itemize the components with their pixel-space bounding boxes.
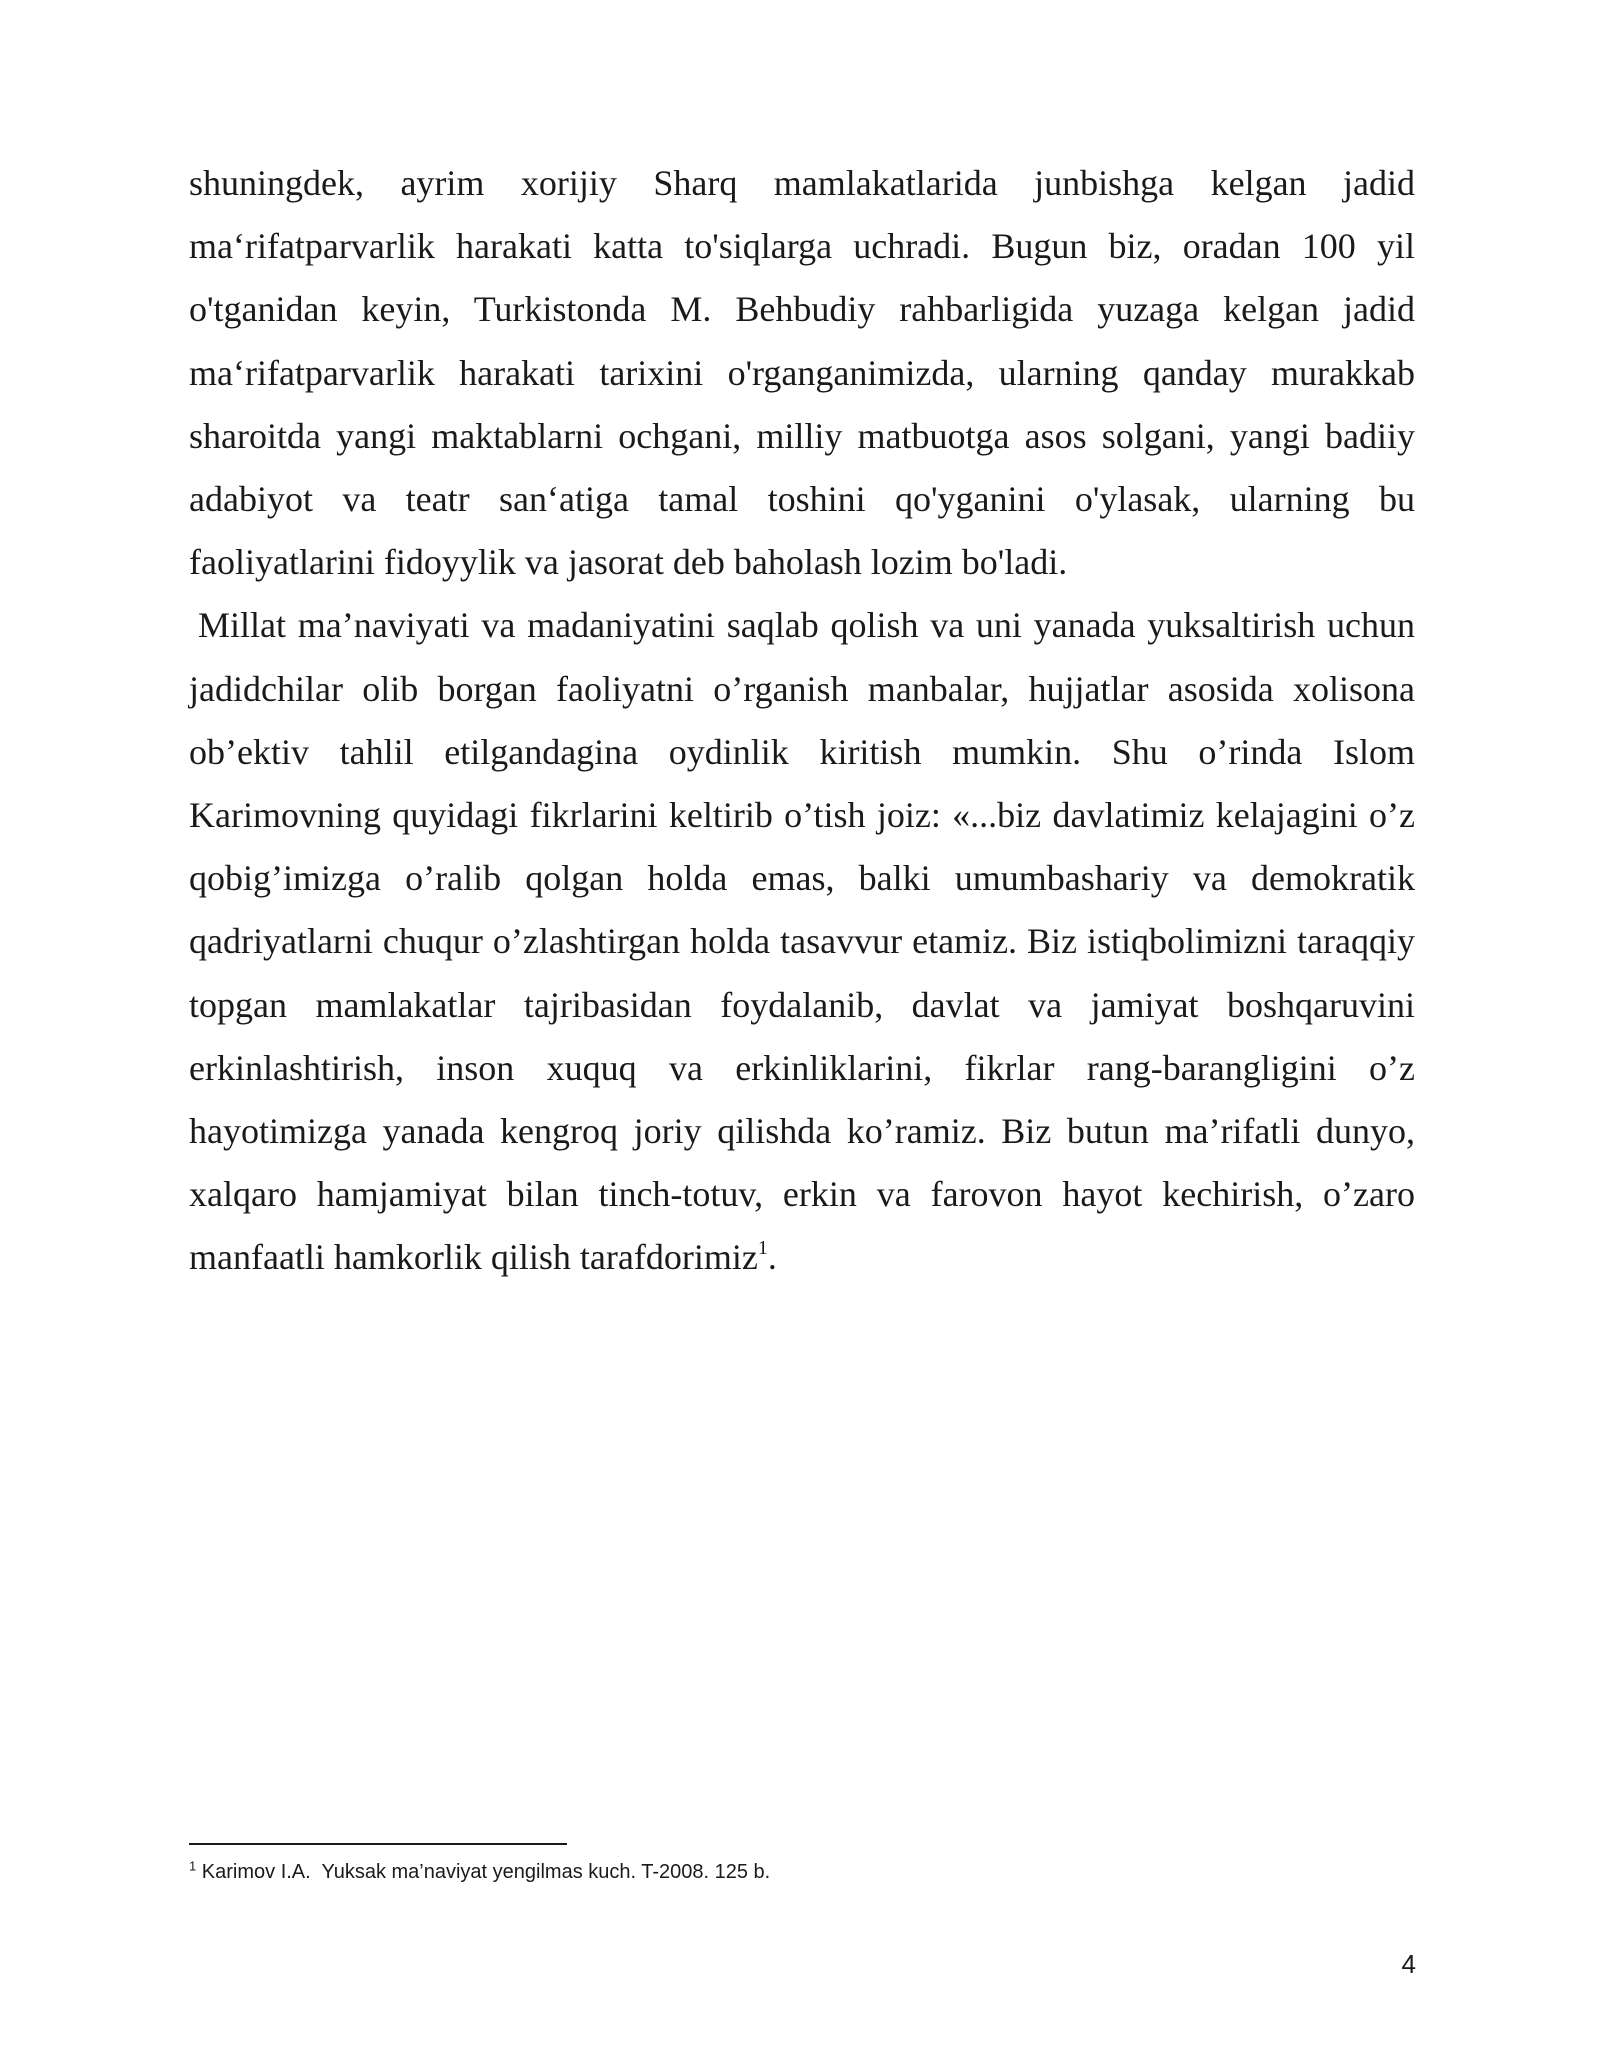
footnote-marker: 1: [189, 1858, 197, 1874]
paragraph-ending: .: [767, 1237, 777, 1278]
body-text: [189, 152, 1415, 1290]
footnote-reference[interactable]: 1: [757, 1237, 768, 1260]
paragraph: [189, 152, 1415, 594]
paragraph-text: shuningdek, ayrim xorijiy Sharq mamlakatlarida junbishga kelgan jadid maʻrifatparvarlik harakati katta to'siqlarga uchradi. Bugun biz, oradan 100 yil o'tganidan keyin, Turkistonda M. Behbudiy rahbarligida yuzaga kelgan jadid maʻrifatparvarlik harakati tarixini o'rganganimizda, ularning qanday murakkab sharoitda yangi maktablarni ochgani, milliy matbuotga asos solgani, yangi badiiy adabiyot va teatr sanʻatiga tamal toshini qo'yganini o'ylasak, ularning bu faoliyatlarini fidoyylik va jasorat deb baholash lozim bo'ladi.: [189, 163, 1415, 583]
paragraph-text: Millat ma’naviyati va madaniyatini saqlab qolish va uni yanada yuksaltirish uchun jadidchilar olib borgan faoliyatni o’rganish manbalar, hujjatlar asosida xolisona ob’ektiv tahlil etilgandagina oydinlik kiritish mumkin. Shu o’rinda Islom Karimovning quyidagi fikrlarini keltirib o’tish joiz: «...biz davlatimiz kelajagini o’z qobig’imizga o’ralib qolgan holda emas, balki umumbashariy va demokratik qadriyatlarni chuqur o’zlashtirgan holda tasavvur etamiz. Biz istiqbolimizni taraqqiy topgan mamlakatlar tajribasidan foydalanib, davlat va jamiyat boshqaruvini erkinlashtirish, inson xuquq va erkinliklarini, fikrlar rang-barangligini o’z hayotimizga yanada kengroq joriy qilishda ko’ramiz. Biz butun ma’rifatli dunyo, xalqaro hamjamiyat bilan tinch-totuv, erkin va farovon hayot kechirish, o’zaro manfaatli hamkorlik qilish tarafdorimiz: [189, 605, 1415, 1278]
footnote: [189, 1858, 1289, 1886]
page-number: 4: [1401, 1949, 1416, 1979]
footnote-text: Karimov I.A. Yuksak ma’naviyat yengilmas kuch. T-2008. 125 b.: [196, 1861, 771, 1883]
footnote-separator: [189, 1843, 567, 1845]
paragraph: [189, 594, 1415, 1289]
